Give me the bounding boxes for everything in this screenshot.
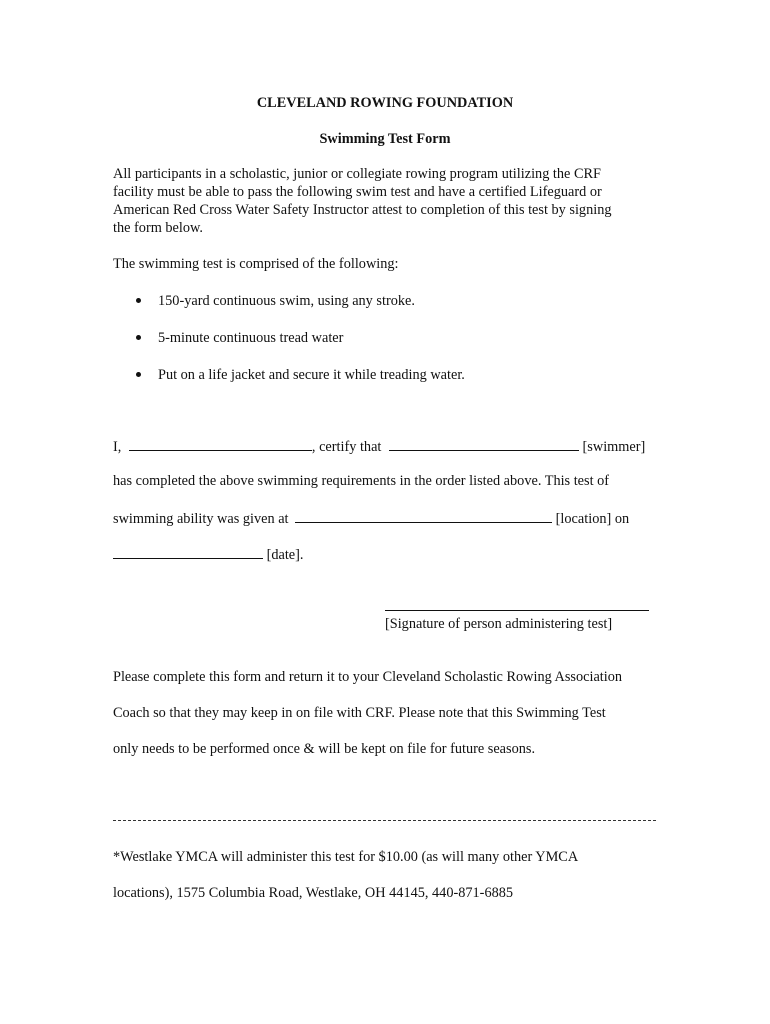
location-blank[interactable] bbox=[295, 508, 552, 523]
certifier-name-blank[interactable] bbox=[129, 436, 312, 451]
bullet-icon bbox=[136, 335, 141, 340]
test-lead: The swimming test is comprised of the following: bbox=[113, 256, 399, 272]
swimmer-name-blank[interactable] bbox=[389, 436, 579, 451]
swimmer-label: [swimmer] bbox=[582, 439, 646, 455]
bullet-icon bbox=[136, 372, 141, 377]
intro-line: American Red Cross Water Safety Instructor attest to completion of this test by signing bbox=[113, 202, 612, 218]
certification-line-4 bbox=[113, 544, 304, 564]
organization-title: CLEVELAND ROWING FOUNDATION bbox=[256, 95, 514, 111]
return-note-line: Coach so that they may keep in on file with CRF. Please note that this Swimming Test bbox=[113, 705, 606, 721]
signature-label: [Signature of person administering test] bbox=[385, 616, 613, 632]
intro-line: All participants in a scholastic, junior or collegiate rowing program utilizing the CRF bbox=[113, 166, 601, 182]
signature-line[interactable] bbox=[385, 610, 649, 611]
list-item-label: 5-minute continuous tread water bbox=[158, 330, 344, 346]
bullet-icon bbox=[136, 298, 141, 303]
list-item-label: 150-yard continuous swim, using any stroke. bbox=[158, 293, 415, 309]
completed-line: has completed the above swimming requirements in the order listed above. This test of bbox=[113, 473, 610, 489]
intro-line: the form below. bbox=[113, 220, 203, 236]
location-label: [location] on bbox=[555, 511, 630, 527]
certification-line-1 bbox=[113, 436, 645, 456]
footer-note-line: locations), 1575 Columbia Road, Westlake, OH 44145, 440-871-6885 bbox=[113, 885, 514, 901]
return-note-line: Please complete this form and return it to your Cleveland Scholastic Rowing Association bbox=[113, 669, 623, 685]
footer-note-line: *Westlake YMCA will administer this test for $10.00 (as will many other YMCA bbox=[113, 849, 579, 865]
certification-line-3 bbox=[113, 508, 629, 528]
return-note-line: only needs to be performed once & will be kept on file for future seasons. bbox=[113, 741, 536, 757]
certify-label: , certify that bbox=[311, 439, 382, 455]
date-blank[interactable] bbox=[113, 544, 263, 559]
date-label: [date]. bbox=[266, 547, 304, 563]
form-title: Swimming Test Form bbox=[319, 131, 451, 147]
given-at-label: swimming ability was given at bbox=[113, 511, 289, 527]
dashed-separator bbox=[113, 820, 656, 821]
list-item-label: Put on a life jacket and secure it while treading water. bbox=[158, 367, 465, 383]
intro-line: facility must be able to pass the following swim test and have a certified Lifeguard or bbox=[113, 184, 602, 200]
i-label: I, bbox=[113, 439, 122, 455]
